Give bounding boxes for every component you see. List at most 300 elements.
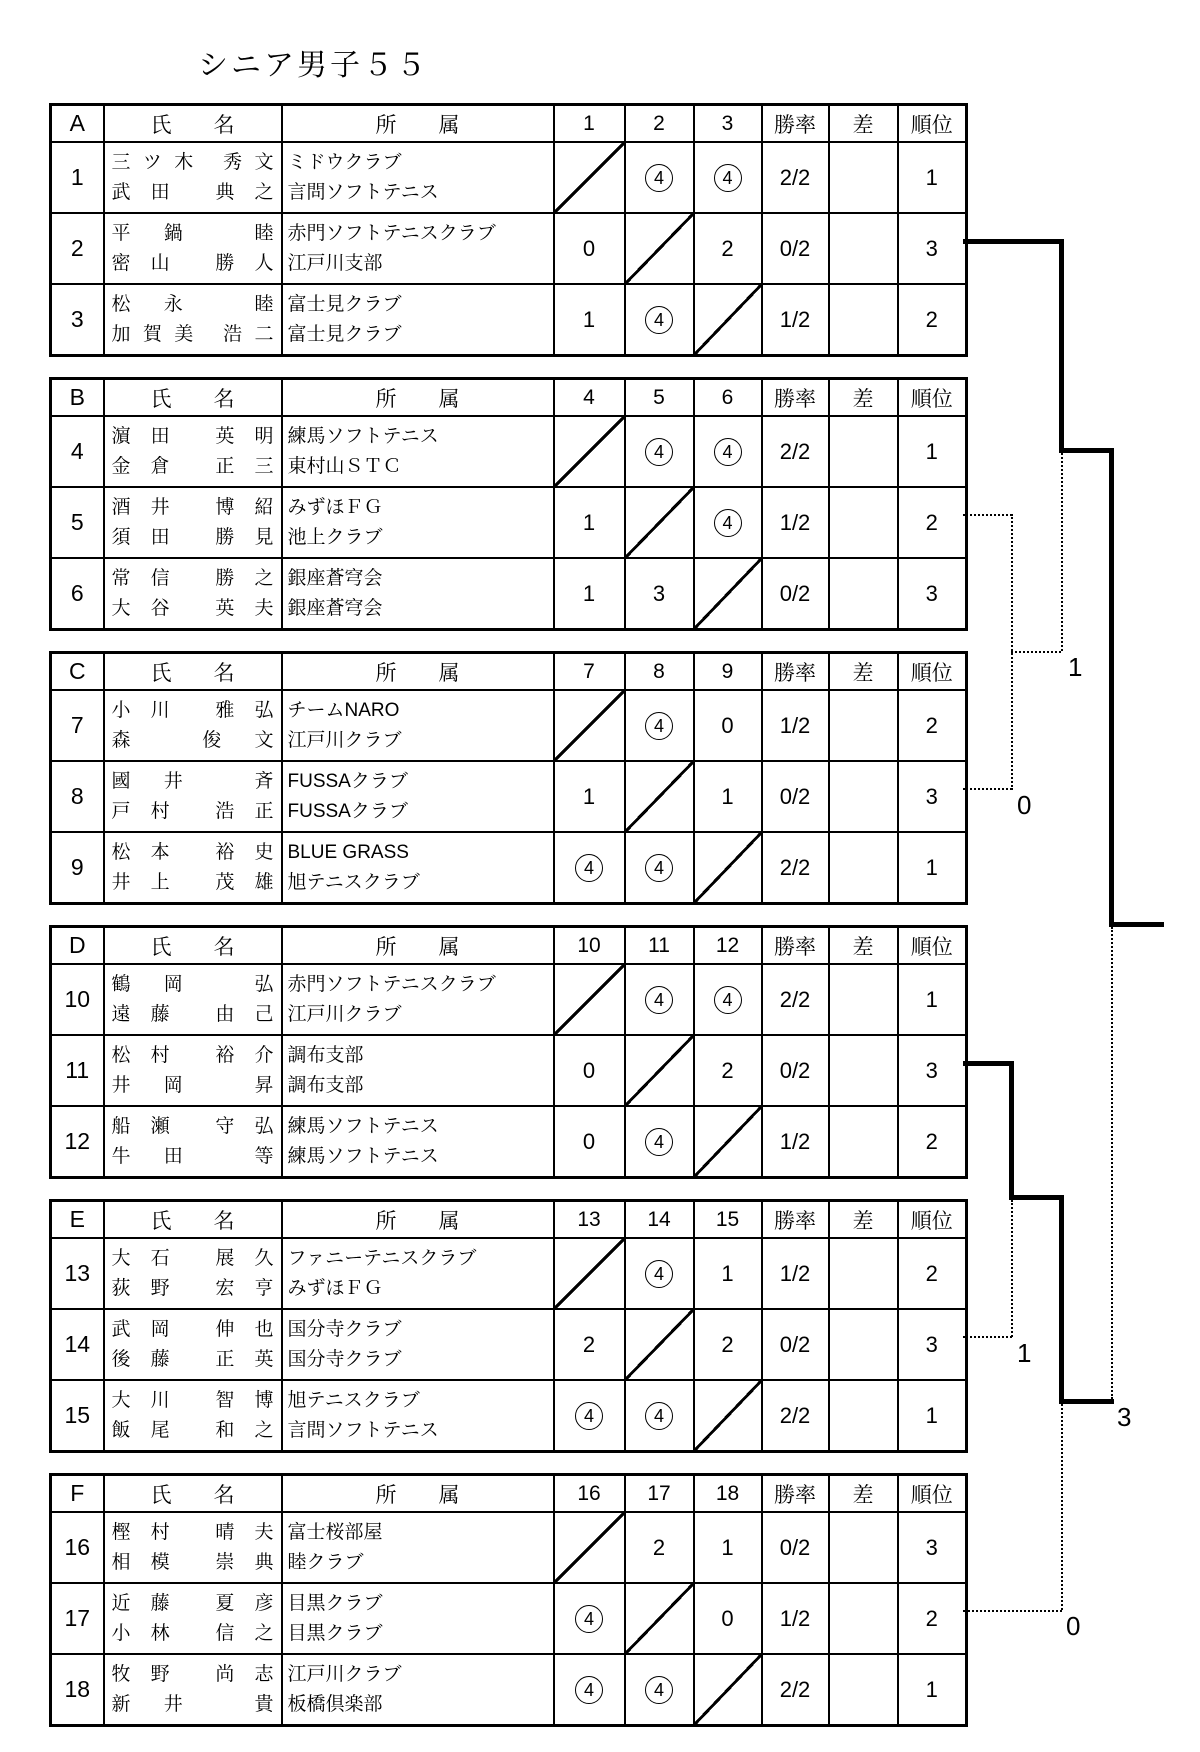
group-header-row bbox=[51, 653, 967, 691]
group-header-row bbox=[51, 105, 967, 143]
match-number-header: 8 bbox=[625, 653, 694, 691]
player-name: 相模 崇典 bbox=[111, 1551, 274, 1573]
player-name: 井上 茂雄 bbox=[111, 871, 274, 893]
rank-cell: 1 bbox=[898, 1654, 967, 1726]
team-row bbox=[51, 1309, 967, 1380]
affiliation: 赤門ソフトテニスクラブ bbox=[287, 222, 496, 244]
circled-win-score: 4 bbox=[645, 306, 673, 334]
affiliation: 池上クラブ bbox=[287, 526, 383, 548]
result-cell: 0 bbox=[554, 213, 625, 284]
diff-header: 差 bbox=[829, 105, 898, 143]
diff-header: 差 bbox=[829, 927, 898, 965]
circled-win-score: 4 bbox=[645, 712, 673, 740]
rank-header: 順位 bbox=[898, 1201, 967, 1239]
player-affiliations bbox=[282, 558, 554, 630]
player-affiliations bbox=[282, 213, 554, 284]
team-row bbox=[51, 284, 967, 356]
player-affiliations bbox=[282, 142, 554, 213]
result-cell bbox=[625, 1654, 694, 1726]
affiliation-column-header: 所 属 bbox=[282, 927, 554, 965]
diff-cell bbox=[829, 1512, 898, 1583]
name-column-header: 氏 名 bbox=[104, 653, 282, 691]
result-cell: 1 bbox=[694, 1238, 762, 1309]
diff-cell bbox=[829, 964, 898, 1035]
affiliation: 睦クラブ bbox=[287, 1551, 364, 1573]
result-cell bbox=[625, 213, 694, 284]
result-cell bbox=[625, 1380, 694, 1452]
match-number-header: 2 bbox=[625, 105, 694, 143]
circled-win-score: 4 bbox=[575, 854, 603, 882]
group-table-F bbox=[49, 1473, 968, 1727]
team-row bbox=[51, 964, 967, 1035]
circled-win-score: 4 bbox=[645, 438, 673, 466]
player-names bbox=[104, 964, 282, 1035]
player-name: 牧野 尚志 bbox=[111, 1663, 274, 1685]
result-cell: 0 bbox=[694, 690, 762, 761]
affiliation: 調布支部 bbox=[287, 1074, 364, 1096]
player-affiliations bbox=[282, 1035, 554, 1106]
result-cell bbox=[554, 1238, 625, 1309]
affiliation-column-header: 所 属 bbox=[282, 1475, 554, 1513]
result-cell bbox=[625, 142, 694, 213]
player-name: 國井 斉 bbox=[111, 770, 274, 792]
player-affiliations bbox=[282, 1380, 554, 1452]
diff-cell bbox=[829, 1106, 898, 1178]
team-row bbox=[51, 487, 967, 558]
diff-cell bbox=[829, 1309, 898, 1380]
circled-win-score: 4 bbox=[714, 509, 742, 537]
win-rate-cell: 1/2 bbox=[762, 690, 829, 761]
result-cell: 2 bbox=[694, 1035, 762, 1106]
diff-cell bbox=[829, 142, 898, 213]
affiliation: 目黒クラブ bbox=[287, 1622, 383, 1644]
result-cell: 1 bbox=[694, 1512, 762, 1583]
result-cell: 0 bbox=[554, 1035, 625, 1106]
circled-win-score: 4 bbox=[714, 438, 742, 466]
rank-cell: 3 bbox=[898, 213, 967, 284]
result-cell: 1 bbox=[554, 487, 625, 558]
pair-number: 6 bbox=[51, 558, 104, 630]
result-cell bbox=[554, 1654, 625, 1726]
affiliation-column-header: 所 属 bbox=[282, 1201, 554, 1239]
affiliation: 富士見クラブ bbox=[287, 293, 402, 315]
player-names bbox=[104, 1583, 282, 1654]
player-names bbox=[104, 1309, 282, 1380]
name-column-header: 氏 名 bbox=[104, 379, 282, 417]
pair-number: 7 bbox=[51, 690, 104, 761]
player-name: 大石 展久 bbox=[111, 1247, 274, 1269]
result-cell bbox=[625, 690, 694, 761]
rank-cell: 2 bbox=[898, 690, 967, 761]
group-header-row bbox=[51, 1475, 967, 1513]
win-rate-cell: 2/2 bbox=[762, 832, 829, 904]
group-table-E bbox=[49, 1199, 968, 1453]
player-affiliations bbox=[282, 1654, 554, 1726]
group-id: F bbox=[51, 1475, 104, 1513]
player-names bbox=[104, 1654, 282, 1726]
player-name: 戸村 浩正 bbox=[111, 800, 274, 822]
result-cell: 3 bbox=[625, 558, 694, 630]
rank-cell: 2 bbox=[898, 487, 967, 558]
win-rate-cell: 2/2 bbox=[762, 1654, 829, 1726]
rank-cell: 3 bbox=[898, 1309, 967, 1380]
win-rate-header: 勝率 bbox=[762, 653, 829, 691]
player-affiliations bbox=[282, 487, 554, 558]
player-name: 密山 勝人 bbox=[111, 252, 274, 274]
player-name: 松村 裕介 bbox=[111, 1044, 274, 1066]
player-affiliations bbox=[282, 1583, 554, 1654]
player-name: 松永 睦 bbox=[111, 293, 274, 315]
pair-number: 16 bbox=[51, 1512, 104, 1583]
pair-number: 5 bbox=[51, 487, 104, 558]
bracket-dotted-line bbox=[963, 1336, 1012, 1338]
team-row bbox=[51, 1238, 967, 1309]
team-row bbox=[51, 1380, 967, 1452]
result-cell: 0 bbox=[694, 1583, 762, 1654]
team-row bbox=[51, 416, 967, 487]
player-names bbox=[104, 690, 282, 761]
player-names bbox=[104, 487, 282, 558]
team-row bbox=[51, 1583, 967, 1654]
pair-number: 12 bbox=[51, 1106, 104, 1178]
name-column-header: 氏 名 bbox=[104, 105, 282, 143]
rank-cell: 1 bbox=[898, 142, 967, 213]
result-cell bbox=[625, 964, 694, 1035]
bracket-line bbox=[1109, 448, 1114, 927]
player-names bbox=[104, 1380, 282, 1452]
win-rate-cell: 1/2 bbox=[762, 1106, 829, 1178]
win-rate-cell: 2/2 bbox=[762, 416, 829, 487]
pair-number: 3 bbox=[51, 284, 104, 356]
group-id: A bbox=[51, 105, 104, 143]
affiliation: 江戸川クラブ bbox=[287, 1003, 402, 1025]
result-cell: 2 bbox=[625, 1512, 694, 1583]
result-cell bbox=[625, 1035, 694, 1106]
result-cell bbox=[694, 142, 762, 213]
result-cell: 2 bbox=[694, 1309, 762, 1380]
win-rate-cell: 2/2 bbox=[762, 1380, 829, 1452]
affiliation: 板橋倶楽部 bbox=[287, 1693, 383, 1715]
player-names bbox=[104, 1035, 282, 1106]
group-header-row bbox=[51, 379, 967, 417]
diff-cell bbox=[829, 213, 898, 284]
match-number-header: 4 bbox=[554, 379, 625, 417]
result-cell bbox=[694, 964, 762, 1035]
match-number-header: 10 bbox=[554, 927, 625, 965]
upper-playoff-loser-score: 0 bbox=[1017, 790, 1032, 820]
affiliation: 国分寺クラブ bbox=[287, 1348, 402, 1370]
win-rate-cell: 1/2 bbox=[762, 284, 829, 356]
player-name: 後藤 正英 bbox=[111, 1348, 274, 1370]
circled-win-score: 4 bbox=[575, 1605, 603, 1633]
player-name: 大川 智博 bbox=[111, 1389, 274, 1411]
diff-header: 差 bbox=[829, 1475, 898, 1513]
affiliation: みずほＦＧ bbox=[287, 1277, 383, 1299]
player-name: 小川 雅弘 bbox=[111, 699, 274, 721]
bracket-dotted-line bbox=[1011, 651, 1061, 653]
group-table-D bbox=[49, 925, 968, 1179]
diff-cell bbox=[829, 487, 898, 558]
result-cell bbox=[554, 690, 625, 761]
affiliation: 旭テニスクラブ bbox=[287, 1389, 420, 1411]
win-rate-cell: 0/2 bbox=[762, 558, 829, 630]
circled-win-score: 4 bbox=[645, 986, 673, 1014]
bracket-dotted-line bbox=[963, 788, 1012, 790]
affiliation-column-header: 所 属 bbox=[282, 653, 554, 691]
win-rate-cell: 0/2 bbox=[762, 761, 829, 832]
player-affiliations bbox=[282, 761, 554, 832]
diff-cell bbox=[829, 1035, 898, 1106]
diff-cell bbox=[829, 284, 898, 356]
player-name: 荻野 宏亨 bbox=[111, 1277, 274, 1299]
match-number-header: 7 bbox=[554, 653, 625, 691]
win-rate-cell: 1/2 bbox=[762, 1583, 829, 1654]
win-rate-cell: 2/2 bbox=[762, 142, 829, 213]
diff-header: 差 bbox=[829, 379, 898, 417]
group-header-row bbox=[51, 1201, 967, 1239]
name-column-header: 氏 名 bbox=[104, 1201, 282, 1239]
bracket-line bbox=[1059, 239, 1064, 453]
player-names bbox=[104, 761, 282, 832]
pair-number: 17 bbox=[51, 1583, 104, 1654]
name-column-header: 氏 名 bbox=[104, 1475, 282, 1513]
player-name: 大谷 英夫 bbox=[111, 597, 274, 619]
bracket-line bbox=[1059, 1195, 1064, 1404]
affiliation: 銀座蒼穹会 bbox=[287, 597, 383, 619]
result-cell bbox=[554, 1512, 625, 1583]
player-name: 新井 貴 bbox=[111, 1693, 274, 1715]
match-number-header: 1 bbox=[554, 105, 625, 143]
team-row bbox=[51, 142, 967, 213]
diff-cell bbox=[829, 690, 898, 761]
affiliation: BLUE GRASS bbox=[287, 841, 409, 863]
player-affiliations bbox=[282, 690, 554, 761]
result-cell: 2 bbox=[694, 213, 762, 284]
match-number-header: 15 bbox=[694, 1201, 762, 1239]
affiliation: 調布支部 bbox=[287, 1044, 364, 1066]
player-name: 井岡 昇 bbox=[111, 1074, 274, 1096]
player-affiliations bbox=[282, 1106, 554, 1178]
affiliation-column-header: 所 属 bbox=[282, 379, 554, 417]
result-cell bbox=[625, 1106, 694, 1178]
group-id: E bbox=[51, 1201, 104, 1239]
pair-number: 8 bbox=[51, 761, 104, 832]
diff-header: 差 bbox=[829, 1201, 898, 1239]
player-names bbox=[104, 213, 282, 284]
player-name: 平鍋 睦 bbox=[111, 222, 274, 244]
win-rate-cell: 0/2 bbox=[762, 1309, 829, 1380]
diff-cell bbox=[829, 416, 898, 487]
pair-number: 18 bbox=[51, 1654, 104, 1726]
bracket-line bbox=[1009, 1195, 1064, 1200]
affiliation: ファニーテニスクラブ bbox=[287, 1247, 477, 1269]
group-id: C bbox=[51, 653, 104, 691]
rank-cell: 3 bbox=[898, 558, 967, 630]
rank-header: 順位 bbox=[898, 379, 967, 417]
rank-cell: 2 bbox=[898, 284, 967, 356]
match-number-header: 6 bbox=[694, 379, 762, 417]
player-name: 三ツ木 秀文 bbox=[111, 151, 274, 173]
diff-cell bbox=[829, 1238, 898, 1309]
result-cell bbox=[625, 487, 694, 558]
win-rate-header: 勝率 bbox=[762, 105, 829, 143]
match-number-header: 9 bbox=[694, 653, 762, 691]
bracket-dotted-line bbox=[1061, 1404, 1063, 1610]
lower-playoff-loser-score: 0 bbox=[1066, 1611, 1081, 1641]
result-cell bbox=[554, 1380, 625, 1452]
player-names bbox=[104, 142, 282, 213]
circled-win-score: 4 bbox=[645, 1260, 673, 1288]
player-affiliations bbox=[282, 284, 554, 356]
diff-cell bbox=[829, 761, 898, 832]
player-names bbox=[104, 558, 282, 630]
group-table-B bbox=[49, 377, 968, 631]
diff-cell bbox=[829, 1654, 898, 1726]
name-column-header: 氏 名 bbox=[104, 927, 282, 965]
bracket-line bbox=[963, 239, 1064, 244]
player-name: 小林 信之 bbox=[111, 1622, 274, 1644]
result-cell bbox=[625, 416, 694, 487]
pair-number: 10 bbox=[51, 964, 104, 1035]
result-cell bbox=[694, 1380, 762, 1452]
result-cell bbox=[694, 1106, 762, 1178]
player-affiliations bbox=[282, 416, 554, 487]
group-table-A bbox=[49, 103, 968, 357]
result-cell bbox=[694, 416, 762, 487]
circled-win-score: 4 bbox=[714, 986, 742, 1014]
pair-number: 11 bbox=[51, 1035, 104, 1106]
player-affiliations bbox=[282, 1309, 554, 1380]
match-number-header: 3 bbox=[694, 105, 762, 143]
rank-cell: 2 bbox=[898, 1106, 967, 1178]
player-names bbox=[104, 1238, 282, 1309]
player-name: 武田 典之 bbox=[111, 181, 274, 203]
win-rate-cell: 1/2 bbox=[762, 1238, 829, 1309]
player-name: 濵田 英明 bbox=[111, 425, 274, 447]
team-row bbox=[51, 1106, 967, 1178]
bracket-line bbox=[1109, 922, 1164, 927]
player-name: 松本 裕史 bbox=[111, 841, 274, 863]
result-cell bbox=[625, 1238, 694, 1309]
circled-win-score: 4 bbox=[645, 164, 673, 192]
result-cell: 2 bbox=[554, 1309, 625, 1380]
player-affiliations bbox=[282, 964, 554, 1035]
player-name: 牛田 等 bbox=[111, 1145, 274, 1167]
team-row bbox=[51, 1512, 967, 1583]
circled-win-score: 4 bbox=[575, 1402, 603, 1430]
rank-cell: 2 bbox=[898, 1583, 967, 1654]
rank-header: 順位 bbox=[898, 653, 967, 691]
team-row bbox=[51, 558, 967, 630]
player-name: 加賀美 浩二 bbox=[111, 323, 274, 345]
player-name: 船瀬 守弘 bbox=[111, 1115, 274, 1137]
affiliation: 目黒クラブ bbox=[287, 1592, 383, 1614]
result-cell: 0 bbox=[554, 1106, 625, 1178]
upper-playoff-winner-score: 1 bbox=[1068, 652, 1083, 682]
diff-header: 差 bbox=[829, 653, 898, 691]
bracket-dotted-line bbox=[1111, 927, 1113, 1399]
match-number-header: 14 bbox=[625, 1201, 694, 1239]
team-row bbox=[51, 213, 967, 284]
rank-cell: 1 bbox=[898, 416, 967, 487]
result-cell bbox=[554, 142, 625, 213]
rank-cell: 3 bbox=[898, 761, 967, 832]
circled-win-score: 4 bbox=[645, 1676, 673, 1704]
player-affiliations bbox=[282, 1512, 554, 1583]
pair-number: 14 bbox=[51, 1309, 104, 1380]
affiliation: 赤門ソフトテニスクラブ bbox=[287, 973, 496, 995]
affiliation: 東村山ＳＴＣ bbox=[287, 455, 402, 477]
result-cell: 1 bbox=[694, 761, 762, 832]
affiliation: 旭テニスクラブ bbox=[287, 871, 420, 893]
player-name: 近藤 夏彦 bbox=[111, 1592, 274, 1614]
circled-win-score: 4 bbox=[645, 1402, 673, 1430]
group-id: D bbox=[51, 927, 104, 965]
player-name: 金倉 正三 bbox=[111, 455, 274, 477]
player-name: 鶴岡 弘 bbox=[111, 973, 274, 995]
affiliation: 銀座蒼穹会 bbox=[287, 567, 383, 589]
affiliation: 言問ソフトテニス bbox=[287, 181, 439, 203]
win-rate-cell: 1/2 bbox=[762, 487, 829, 558]
bracket-line bbox=[963, 1061, 1014, 1066]
rank-cell: 1 bbox=[898, 964, 967, 1035]
win-rate-cell: 0/2 bbox=[762, 1035, 829, 1106]
pair-number: 2 bbox=[51, 213, 104, 284]
affiliation: 練馬ソフトテニス bbox=[287, 1115, 439, 1137]
circled-win-score: 4 bbox=[575, 1676, 603, 1704]
rank-header: 順位 bbox=[898, 1475, 967, 1513]
match-number-header: 17 bbox=[625, 1475, 694, 1513]
rank-cell: 1 bbox=[898, 832, 967, 904]
diff-cell bbox=[829, 1380, 898, 1452]
bracket-line bbox=[1009, 1061, 1014, 1200]
diff-cell bbox=[829, 558, 898, 630]
team-row bbox=[51, 832, 967, 904]
circled-win-score: 4 bbox=[714, 164, 742, 192]
win-rate-header: 勝率 bbox=[762, 927, 829, 965]
result-cell bbox=[694, 832, 762, 904]
result-cell bbox=[694, 1654, 762, 1726]
result-cell bbox=[694, 284, 762, 356]
win-rate-cell: 2/2 bbox=[762, 964, 829, 1035]
team-row bbox=[51, 1654, 967, 1726]
circled-win-score: 4 bbox=[645, 854, 673, 882]
affiliation: チームNARO bbox=[287, 699, 400, 721]
player-names bbox=[104, 832, 282, 904]
player-name: 飯尾 和之 bbox=[111, 1419, 274, 1441]
affiliation: 江戸川支部 bbox=[287, 252, 383, 274]
affiliation: ミドウクラブ bbox=[287, 151, 402, 173]
group-id: B bbox=[51, 379, 104, 417]
affiliation: 富士桜部屋 bbox=[287, 1521, 383, 1543]
player-names bbox=[104, 416, 282, 487]
team-row bbox=[51, 1035, 967, 1106]
result-cell bbox=[625, 1309, 694, 1380]
result-cell bbox=[554, 964, 625, 1035]
player-name: 酒井 博紹 bbox=[111, 496, 274, 518]
rank-header: 順位 bbox=[898, 105, 967, 143]
player-names bbox=[104, 284, 282, 356]
rank-cell: 1 bbox=[898, 1380, 967, 1452]
page-title: シニア男子５５ bbox=[198, 49, 429, 82]
result-cell: 1 bbox=[554, 284, 625, 356]
rank-cell: 2 bbox=[898, 1238, 967, 1309]
player-name: 常信 勝之 bbox=[111, 567, 274, 589]
bracket-dotted-line bbox=[963, 1610, 1062, 1612]
result-cell bbox=[694, 487, 762, 558]
group-table-C bbox=[49, 651, 968, 905]
diff-cell bbox=[829, 832, 898, 904]
